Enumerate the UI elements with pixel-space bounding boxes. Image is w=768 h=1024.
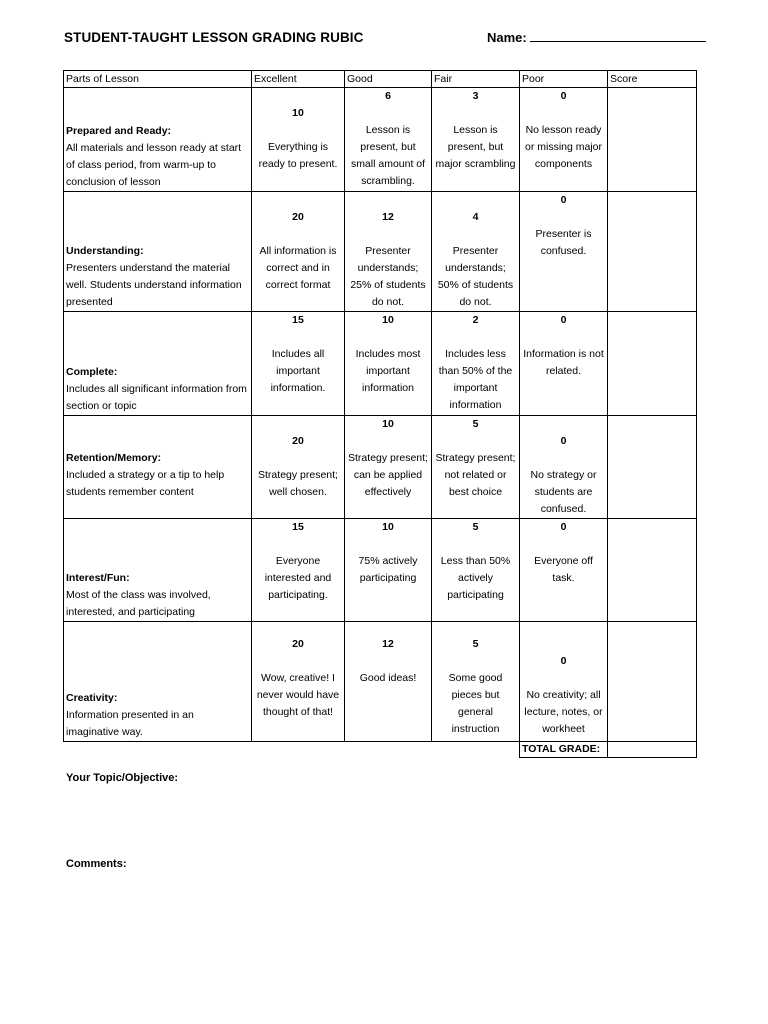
topic-objective-label: Your Topic/Objective: (66, 772, 179, 784)
score-cell[interactable] (608, 416, 697, 519)
part-name: Prepared and Ready: (66, 125, 172, 137)
part-cell (64, 88, 252, 192)
excellent-cell (252, 192, 345, 312)
criteria-text: No strategy or students are confused. (530, 469, 597, 515)
points: 5 (472, 521, 479, 533)
excellent-cell (252, 312, 345, 416)
fair-cell (432, 519, 520, 622)
poor-cell (520, 192, 608, 312)
criteria-text: Everyone interested and participating. (264, 555, 332, 601)
blank-cell (432, 742, 520, 758)
poor-cell (520, 519, 608, 622)
col-header-excellent: Excellent (252, 71, 345, 88)
criteria-text: Some good pieces but general instruction (448, 672, 503, 735)
score-cell[interactable] (608, 88, 697, 192)
score-cell[interactable] (608, 312, 697, 416)
points: 15 (292, 521, 304, 533)
part-description: Most of the class was involved, interested, and participating (66, 589, 211, 618)
total-row (64, 742, 697, 758)
good-cell (345, 622, 432, 742)
criteria-text: Less than 50% actively participating (440, 555, 511, 601)
poor-cell (520, 88, 608, 192)
part-cell (64, 519, 252, 622)
score-cell[interactable] (608, 519, 697, 622)
points: 15 (292, 314, 304, 326)
criteria-text: Wow, creative! I never would have thought of that! (256, 672, 340, 718)
criteria-text: Strategy present; not related or best choice (435, 452, 516, 498)
part-cell (64, 416, 252, 519)
good-cell (345, 416, 432, 519)
poor-cell (520, 416, 608, 519)
points: 5 (472, 638, 479, 650)
excellent-cell (252, 519, 345, 622)
part-description: Information presented in an imaginative way. (66, 709, 194, 738)
points: 12 (382, 211, 394, 223)
blank-cell (252, 742, 345, 758)
fair-cell (432, 192, 520, 312)
part-cell (64, 312, 252, 416)
fair-cell (432, 622, 520, 742)
part-name: Complete: (66, 366, 118, 378)
excellent-cell (252, 88, 345, 192)
points: 10 (382, 418, 394, 430)
part-description: All materials and lesson ready at start of class period, from warm-up to conclusion of lesson (66, 142, 242, 188)
table-row (64, 622, 697, 742)
points: 10 (292, 107, 304, 119)
part-description: Presenters understand the material well. Students understand information presented (66, 262, 242, 308)
criteria-text: 75% actively participating (358, 555, 418, 584)
points: 5 (472, 418, 479, 430)
fair-cell (432, 416, 520, 519)
points: 6 (385, 90, 391, 102)
good-cell (345, 88, 432, 192)
name-field[interactable] (487, 30, 706, 45)
col-header-parts: Parts of Lesson (64, 71, 252, 88)
criteria-text: All information is correct and in correct format (259, 245, 337, 291)
total-grade-cell[interactable] (608, 742, 697, 758)
criteria-text: No lesson ready or missing major components (524, 124, 603, 170)
good-cell (345, 519, 432, 622)
table-row (64, 88, 697, 192)
points: 2 (472, 314, 479, 326)
criteria-text: No creativity; all lecture, notes, or workheet (524, 689, 603, 735)
criteria-text: Everything is ready to present. (258, 141, 338, 170)
points: 20 (292, 435, 304, 447)
rubric-table (63, 70, 697, 758)
criteria-text: Lesson is present, but small amount of scrambling. (350, 124, 426, 187)
score-cell[interactable] (608, 192, 697, 312)
excellent-cell (252, 622, 345, 742)
criteria-text: Good ideas! (359, 672, 417, 684)
points: 10 (382, 314, 394, 326)
points: 0 (560, 521, 567, 533)
blank-cell (64, 742, 252, 758)
table-row (64, 192, 697, 312)
score-cell[interactable] (608, 622, 697, 742)
points: 4 (472, 211, 479, 223)
excellent-cell (252, 416, 345, 519)
part-name: Retention/Memory: (66, 452, 162, 464)
name-underline[interactable] (530, 30, 706, 42)
criteria-text: Lesson is present, but major scrambling (435, 124, 516, 170)
part-cell (64, 622, 252, 742)
criteria-text: Presenter understands; 25% of students do not. (350, 245, 426, 308)
criteria-text: Presenter understands; 50% of students do not. (437, 245, 514, 308)
col-header-good: Good (345, 71, 432, 88)
criteria-text: Everyone off task. (534, 555, 593, 584)
points: 0 (560, 314, 567, 326)
points: 0 (560, 90, 567, 102)
points: 0 (560, 655, 567, 667)
points: 0 (560, 194, 567, 206)
total-grade-label: TOTAL GRADE: (520, 742, 608, 758)
header-row (64, 71, 697, 88)
col-header-poor: Poor (520, 71, 608, 88)
points: 0 (560, 435, 567, 447)
table-row (64, 416, 697, 519)
poor-cell (520, 622, 608, 742)
criteria-text: Strategy present; can be applied effectively (348, 452, 428, 498)
document-title: STUDENT-TAUGHT LESSON GRADING RUBIC (64, 30, 364, 45)
col-header-fair: Fair (432, 71, 520, 88)
fair-cell (432, 88, 520, 192)
points: 20 (292, 638, 304, 650)
criteria-text: Includes less than 50% of the important information (438, 348, 513, 411)
comments-label: Comments: (66, 858, 127, 870)
criteria-text: Strategy present; well chosen. (258, 469, 338, 498)
part-name: Understanding: (66, 245, 144, 257)
fair-cell (432, 312, 520, 416)
col-header-score: Score (608, 71, 697, 88)
part-name: Interest/Fun: (66, 572, 130, 584)
table-row (64, 519, 697, 622)
name-label: Name: (487, 30, 527, 45)
good-cell (345, 312, 432, 416)
part-name: Creativity: (66, 692, 118, 704)
blank-cell (345, 742, 432, 758)
table-row (64, 312, 697, 416)
points: 12 (382, 638, 394, 650)
points: 10 (382, 521, 394, 533)
criteria-text: Includes all important information. (270, 348, 326, 394)
poor-cell (520, 312, 608, 416)
points: 20 (292, 211, 304, 223)
part-description: Includes all significant information from section or topic (66, 383, 247, 412)
criteria-text: Information is not related. (523, 348, 604, 377)
points: 3 (472, 90, 479, 102)
part-description: Included a strategy or a tip to help students remember content (66, 469, 225, 498)
part-cell (64, 192, 252, 312)
criteria-text: Presenter is confused. (535, 228, 592, 257)
good-cell (345, 192, 432, 312)
criteria-text: Includes most important information (355, 348, 421, 394)
